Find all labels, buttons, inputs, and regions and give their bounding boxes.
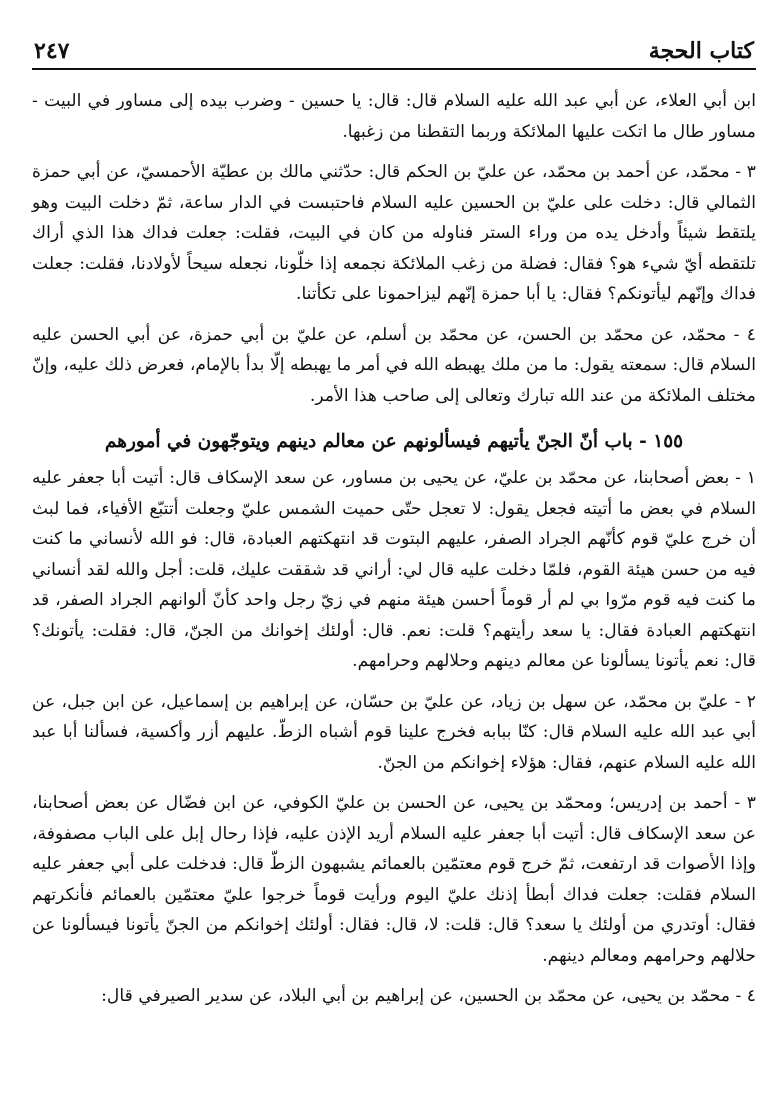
hadith-paragraph: ٢ - عليّ بن محمّد، عن سهل بن زياد، عن عليّ بن حسّان، عن إبراهيم بن إسماعيل، عن ابن جبل، عن أبي عبد الله عليه السلام قال: كنّا ببابه فخرج علينا قوم أشباه الزطّ. عليهم أزر وأكسية، فسألنا أبا عبد الله عليه السلام عنهم، فقال: هؤلاء إخوانكم من الجنّ. [32,691,756,773]
page-number: ٢٤٧ [34,38,70,64]
book-title: كتاب الحجة [648,38,754,64]
hadith-paragraph: ٣ - أحمد بن إدريس؛ ومحمّد بن يحيى، عن الحسن بن عليّ الكوفي، عن ابن فضّال عن بعض أصحابنا، عن سعد الإسكاف قال: أتيت أبا جعفر عليه السلام أريد الإذن عليه، فإذا رحال إبل على الباب مصفوفة، وإذا الأصوات قد ارتفعت، ثمّ خرج قوم معتمّين بالعمائم يشبهون الزطّ قال: فدخلت على أبي جعفر عليه السلام فقلت: جعلت فداك أبطأ إذنك عليّ اليوم ورأيت قوماً خرجوا عليّ معتمّين بالعمائم فأنكرتهم فقال: أوتدري من أولئك يا سعد؟ قال: قلت: لا، قال: فقال: أولئك إخوانكم من الجنّ يأتونا فيسألونا عن حلالهم وحرامهم ومعالم دينهم. [32,793,756,966]
hadith-paragraph: ابن أبي العلاء، عن أبي عبد الله عليه السلام قال: قال: يا حسين - وضرب بيده إلى مساور في البيت - مساور طال ما اتكت عليها الملائكة وربما التقطنا من زغبها. [32,91,756,142]
hadith-paragraph: ٤ - محمّد بن يحيى، عن محمّد بن الحسين، عن إبراهيم بن أبي البلاد، عن سدير الصيرفي قال: [101,986,756,1006]
hadith-paragraph: ٤ - محمّد، عن محمّد بن الحسن، عن محمّد بن أسلم، عن عليّ بن أبي حمزة، عن أبي الحسن عليه السلام قال: سمعته يقول: ما من ملك يهبطه الله في أمر ما يهبطه إلّا بدأ بالإمام، فعرض ذلك عليه، وإنّ مختلف الملائكة من عند الله تبارك وتعالى إلى صاحب هذا الأمر. [32,324,756,406]
page-header [32,34,756,70]
hadith-paragraph: ٣ - محمّد، عن أحمد بن محمّد، عن عليّ بن الحكم قال: حدّثني مالك بن عطيّة الأحمسيّ، عن أبي حمزة الثمالي قال: دخلت على عليّ بن الحسين عليه السلام فاحتبست في الدار ساعة، ثمّ دخلت البيت وهو يلتقط شيئاً وأدخل يده من وراء الستر فناوله من كان في البيت، فقلت: جعلت فداك هذا الذي أراك تلتقطه أيّ شيء هو؟ فقال: فضلة من زغب الملائكة نجمعه إذا خلّونا، نجعله سيحاً لأولادنا، فقلت: جعلت فداك وإنّهم ليأتونكم؟ فقال: يا أبا حمزة إنّهم ليزاحمونا على تكأتنا. [32,162,756,304]
book-page [32,34,756,1012]
hadith-paragraph: ١ - بعض أصحابنا، عن محمّد بن عليّ، عن يحيى بن مساور، عن سعد الإسكاف قال: أتيت أبا جعفر عليه السلام في بعض ما أتيته فجعل يقول: لا تعجل حتّى حميت الشمس عليّ وجعلت أتتبّع الأفياء، فما لبث أن خرج عليّ قوم كأنّهم الجراد الصفر، عليهم البتوت قد انتهكتهم العبادة، قال: فو الله لأنساني ما كنت فيه من حسن هيئة القوم، فلمّا دخلت عليه قال لي: أراني قد شققت عليك، قلت: أجل والله لقد أنساني ما كنت فيه قوم مرّوا بي لم أر قوماً أحسن هيئة منهم في زيّ رجل واحد كأنّ ألوانهم الجراد الصفر، قد انتهكتهم العبادة فقال: يا سعد رأيتهم؟ قلت: نعم. قال: أولئك إخوانك من الجنّ، قال: فقلت: يأتونك؟ قال: نعم يأتونا يسألونا عن معالم دينهم وحلالهم وحرامهم. [32,468,756,671]
chapter-heading: ١٥٥ - باب أنّ الجنّ يأتيهم فيسألونهم عن معالم دينهم ويتوجّهون في أمورهم [104,431,684,452]
